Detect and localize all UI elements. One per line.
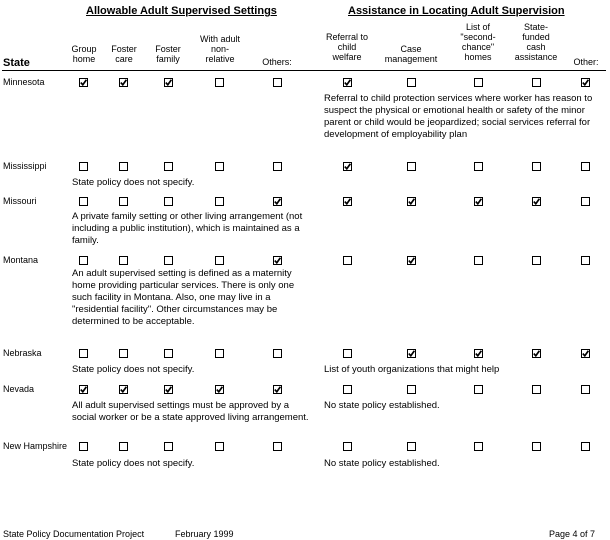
checkbox-left-5-montana[interactable] (273, 256, 282, 265)
checkbox-right-2-missouri[interactable] (407, 197, 416, 206)
state-name-nebraska: Nebraska (3, 348, 42, 358)
left-note-missouri: A private family setting or other living arrangement (not including a public institution), which is maintained as a family. (72, 211, 303, 246)
state-name-missouri: Missouri (3, 196, 37, 206)
checkbox-right-2-mississippi[interactable] (407, 162, 416, 171)
checkbox-left-3-nebraska[interactable] (164, 349, 173, 358)
checkbox-right-1-nevada[interactable] (343, 385, 352, 394)
checkbox-left-3-nevada[interactable] (164, 385, 173, 394)
right-note-minnesota: Referral to child protection services where worker has reason to suspect the physical or emotional health or safety of the minor parent or child would be jeopardized; social services referral for development of employability plan (324, 93, 593, 140)
checkbox-right-1-mississippi[interactable] (343, 162, 352, 171)
checkbox-right-4-nebraska[interactable] (532, 349, 541, 358)
checkbox-right-3-mississippi[interactable] (474, 162, 483, 171)
left-note-mississippi: State policy does not specify. (72, 177, 195, 188)
checkbox-left-2-missouri[interactable] (119, 197, 128, 206)
checkbox-left-4-minnesota[interactable] (215, 78, 224, 87)
checkbox-right-2-nevada[interactable] (407, 385, 416, 394)
col-with-adult-nonrelative: With adult non- relative (199, 34, 241, 64)
checkbox-left-1-minnesota[interactable] (79, 78, 88, 87)
checkbox-right-4-minnesota[interactable] (532, 78, 541, 87)
checkbox-right-2-minnesota[interactable] (407, 78, 416, 87)
checkbox-left-3-missouri[interactable] (164, 197, 173, 206)
checkbox-right-5-nevada[interactable] (581, 385, 590, 394)
assistance-heading: Assistance in Locating Adult Supervision (348, 5, 565, 17)
checkbox-right-5-mississippi[interactable] (581, 162, 590, 171)
checkbox-right-3-nebraska[interactable] (474, 349, 483, 358)
state-name-nevada: Nevada (3, 384, 35, 394)
checkbox-right-5-nebraska[interactable] (581, 349, 590, 358)
checkbox-left-4-new-hampshire[interactable] (215, 442, 224, 451)
checkbox-left-4-nevada[interactable] (215, 385, 224, 394)
left-note-montana: An adult supervised setting is defined as a maternity home providing particular services. There is only one such facility in Montana. Also, one may live in a "residential facility". Other circumstances may be determined to be acceptable. (72, 268, 295, 327)
checkbox-left-1-mississippi[interactable] (79, 162, 88, 171)
checkbox-left-4-mississippi[interactable] (215, 162, 224, 171)
checkbox-left-5-minnesota[interactable] (273, 78, 282, 87)
col-case-management: Case management (384, 44, 438, 64)
checkbox-left-1-nebraska[interactable] (79, 349, 88, 358)
left-note-nebraska: State policy does not specify. (72, 364, 195, 375)
checkbox-left-5-missouri[interactable] (273, 197, 282, 206)
checkbox-right-1-new-hampshire[interactable] (343, 442, 352, 451)
allowable-settings-heading: Allowable Adult Supervised Settings (86, 5, 277, 17)
right-note-nevada: No state policy established. (324, 400, 440, 411)
checkbox-right-1-montana[interactable] (343, 256, 352, 265)
state-column-heading: State (3, 57, 30, 69)
checkbox-right-2-montana[interactable] (407, 256, 416, 265)
col-right-other: Other: (573, 57, 599, 67)
checkbox-right-4-nevada[interactable] (532, 385, 541, 394)
col-foster-care: Foster care (111, 44, 137, 64)
right-note-nebraska: List of youth organizations that might help (324, 364, 500, 375)
footer-page: Page 4 of 7 (549, 529, 596, 539)
checkbox-left-2-montana[interactable] (119, 256, 128, 265)
col-group-home: Group home (71, 44, 97, 64)
checkbox-left-2-minnesota[interactable] (119, 78, 128, 87)
checkbox-right-1-minnesota[interactable] (343, 78, 352, 87)
checkbox-left-3-minnesota[interactable] (164, 78, 173, 87)
checkbox-left-2-nebraska[interactable] (119, 349, 128, 358)
left-note-new-hampshire: State policy does not specify. (72, 458, 195, 469)
checkbox-right-5-missouri[interactable] (581, 197, 590, 206)
checkbox-left-4-missouri[interactable] (215, 197, 224, 206)
checkbox-left-2-nevada[interactable] (119, 385, 128, 394)
checkbox-right-3-montana[interactable] (474, 256, 483, 265)
header-rule (2, 70, 606, 71)
checkbox-left-5-nevada[interactable] (273, 385, 282, 394)
checkbox-right-3-nevada[interactable] (474, 385, 483, 394)
col-left-others: Others: (262, 57, 292, 67)
checkbox-right-3-missouri[interactable] (474, 197, 483, 206)
checkbox-left-3-new-hampshire[interactable] (164, 442, 173, 451)
left-note-nevada: All adult supervised settings must be approved by a social worker or be a state approved living arrangement. (72, 400, 309, 423)
checkbox-left-3-mississippi[interactable] (164, 162, 173, 171)
checkbox-left-5-nebraska[interactable] (273, 349, 282, 358)
col-referral-child-welfare: Referral to child welfare (325, 32, 369, 62)
col-state-funded-cash: State- funded cash assistance (514, 22, 558, 62)
checkbox-right-3-minnesota[interactable] (474, 78, 483, 87)
state-name-mississippi: Mississippi (3, 161, 47, 171)
footer-project: State Policy Documentation Project (3, 529, 145, 539)
checkbox-left-4-montana[interactable] (215, 256, 224, 265)
checkbox-left-1-montana[interactable] (79, 256, 88, 265)
col-second-chance-homes: List of "second- chance" homes (460, 22, 496, 62)
col-foster-family: Foster family (155, 44, 181, 64)
checkbox-left-2-new-hampshire[interactable] (119, 442, 128, 451)
checkbox-right-4-missouri[interactable] (532, 197, 541, 206)
checkbox-right-4-mississippi[interactable] (532, 162, 541, 171)
checkbox-right-1-missouri[interactable] (343, 197, 352, 206)
checkbox-left-5-mississippi[interactable] (273, 162, 282, 171)
state-name-montana: Montana (3, 255, 39, 265)
checkbox-right-3-new-hampshire[interactable] (474, 442, 483, 451)
checkbox-left-3-montana[interactable] (164, 256, 173, 265)
checkbox-left-5-new-hampshire[interactable] (273, 442, 282, 451)
checkbox-right-4-new-hampshire[interactable] (532, 442, 541, 451)
checkbox-left-1-nevada[interactable] (79, 385, 88, 394)
checkbox-left-1-new-hampshire[interactable] (79, 442, 88, 451)
checkbox-right-2-new-hampshire[interactable] (407, 442, 416, 451)
checkbox-right-5-montana[interactable] (581, 256, 590, 265)
checkbox-right-2-nebraska[interactable] (407, 349, 416, 358)
footer-date: February 1999 (175, 529, 234, 539)
checkbox-left-4-nebraska[interactable] (215, 349, 224, 358)
checkbox-right-5-new-hampshire[interactable] (581, 442, 590, 451)
checkbox-left-1-missouri[interactable] (79, 197, 88, 206)
checkbox-right-1-nebraska[interactable] (343, 349, 352, 358)
checkbox-right-5-minnesota[interactable] (581, 78, 590, 87)
right-note-new-hampshire: No state policy established. (324, 458, 440, 469)
state-name-new-hampshire: New Hampshire (3, 441, 68, 451)
checkbox-right-4-montana[interactable] (532, 256, 541, 265)
checkbox-left-2-mississippi[interactable] (119, 162, 128, 171)
state-name-minnesota: Minnesota (3, 77, 45, 87)
